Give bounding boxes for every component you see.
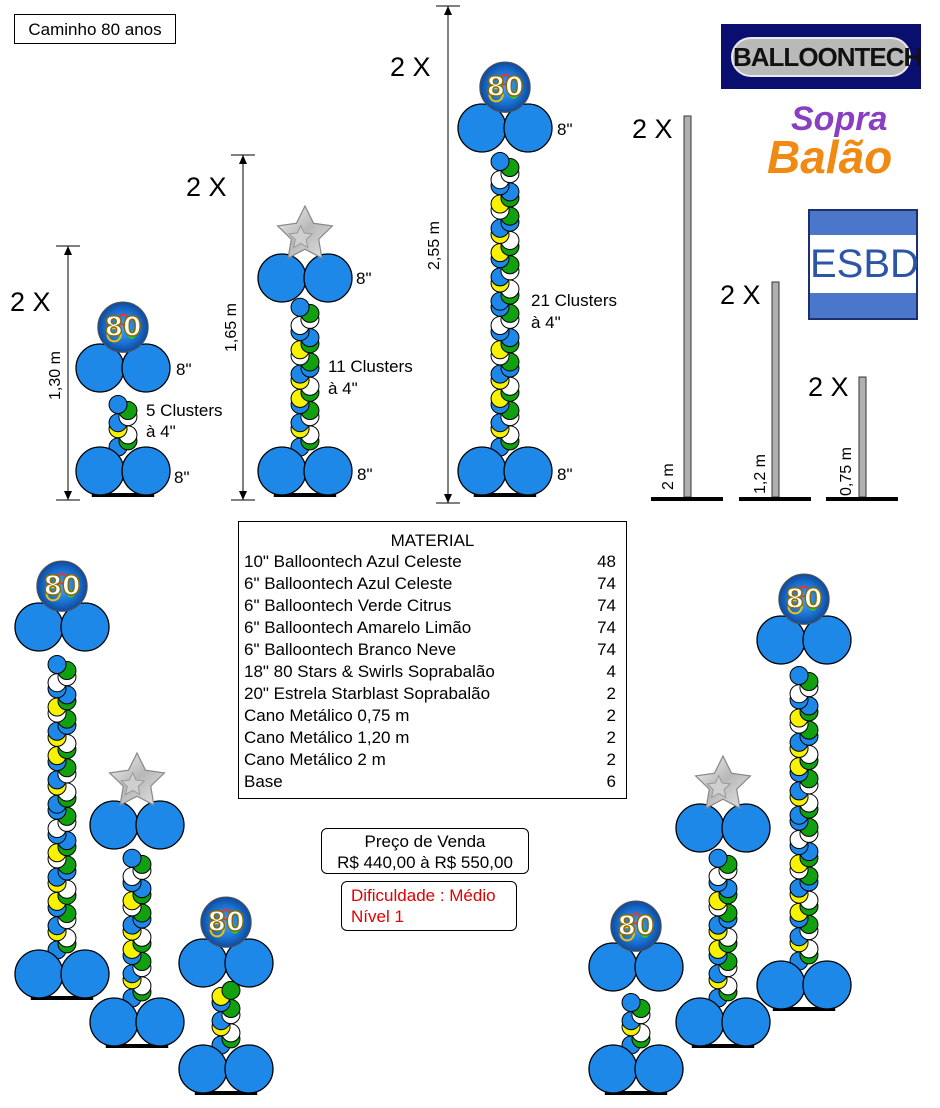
material-name: 10" Balloontech Azul Celeste bbox=[244, 552, 462, 571]
large-balloon bbox=[458, 447, 506, 495]
difficulty-level: Nível 1 bbox=[351, 907, 404, 926]
cluster-count-column-3: 21 Clusters bbox=[531, 291, 617, 310]
material-qty: 2 bbox=[606, 750, 616, 769]
material-name: 6" Balloontech Azul Celeste bbox=[244, 574, 453, 593]
star-foil-balloon bbox=[278, 206, 333, 258]
material-row bbox=[239, 595, 626, 617]
esbd-logo-text: ESBD bbox=[810, 235, 916, 293]
esbd-logo bbox=[808, 209, 918, 320]
large-balloon bbox=[635, 1045, 683, 1093]
large-balloon bbox=[90, 998, 138, 1046]
large-balloon bbox=[304, 447, 352, 495]
page-title: Caminho 80 anos bbox=[14, 14, 176, 44]
soprabalao-logo bbox=[765, 100, 915, 182]
small-balloon bbox=[48, 655, 66, 673]
multiplier-column-3: 2 X bbox=[390, 52, 431, 82]
material-name: Cano Metálico 0,75 m bbox=[244, 706, 410, 725]
small-balloon bbox=[709, 849, 727, 867]
material-name: Base bbox=[244, 772, 283, 791]
foil-number-text: 80 bbox=[486, 71, 524, 103]
material-qty: 74 bbox=[597, 574, 616, 593]
large-balloon bbox=[136, 998, 184, 1046]
metal-pole bbox=[684, 116, 691, 497]
material-row bbox=[239, 551, 626, 573]
cluster-size-column-3: à 4" bbox=[531, 313, 561, 332]
cluster-count-column-2: 11 Clusters bbox=[328, 357, 413, 376]
left-tall-column bbox=[15, 561, 109, 1000]
column-2-medium bbox=[258, 206, 352, 497]
balloontech-logo-text: BALLOONTECH bbox=[731, 37, 911, 77]
large-balloon bbox=[304, 254, 352, 302]
cluster-size-column-2: à 4" bbox=[328, 379, 358, 398]
large-balloon bbox=[90, 801, 138, 849]
arrow-head bbox=[444, 6, 452, 15]
star-foil-balloon bbox=[696, 756, 751, 808]
pole-base bbox=[826, 497, 898, 501]
large-balloon bbox=[258, 254, 306, 302]
size-label-top-column-3: 8" bbox=[557, 120, 573, 139]
arrow-head bbox=[239, 491, 247, 500]
foil-number-text: 80 bbox=[207, 906, 245, 938]
material-qty: 74 bbox=[597, 618, 616, 637]
material-row bbox=[239, 661, 626, 683]
multiplier-pole-2m: 2 X bbox=[632, 114, 673, 144]
pole-1-2m bbox=[739, 282, 811, 501]
price-value: R$ 440,00 à R$ 550,00 bbox=[337, 853, 513, 872]
arrow-head bbox=[239, 155, 247, 164]
arrow-head bbox=[64, 491, 72, 500]
height-label-pole-2m: 2 m bbox=[660, 463, 677, 490]
material-row bbox=[239, 617, 626, 639]
material-row bbox=[239, 573, 626, 595]
material-rows bbox=[239, 551, 626, 793]
material-name: Cano Metálico 1,20 m bbox=[244, 728, 410, 747]
metal-pole bbox=[772, 282, 779, 497]
material-qty: 6 bbox=[606, 772, 616, 791]
small-balloon bbox=[109, 395, 127, 413]
large-balloon bbox=[122, 447, 170, 495]
height-label-column-2: 1,65 m bbox=[223, 303, 240, 352]
small-balloon bbox=[123, 849, 141, 867]
material-row bbox=[239, 749, 626, 771]
size-label-base-column-3: 8" bbox=[557, 465, 573, 484]
foil-number-text: 80 bbox=[785, 583, 823, 615]
right-medium-column bbox=[676, 756, 770, 1048]
multiplier-column-1: 2 X bbox=[10, 287, 51, 317]
material-row bbox=[239, 771, 626, 793]
multiplier-column-2: 2 X bbox=[186, 172, 227, 202]
balloontech-logo bbox=[721, 24, 921, 89]
size-label-base-column-1: 8" bbox=[174, 468, 190, 487]
cluster-count-column-1: 5 Clusters bbox=[146, 401, 223, 420]
small-balloon bbox=[291, 298, 309, 316]
right-small-column bbox=[589, 901, 683, 1095]
large-balloon bbox=[722, 998, 770, 1046]
column-3-tall bbox=[458, 62, 552, 497]
material-name: Cano Metálico 2 m bbox=[244, 750, 386, 769]
soprabalao-logo-line2: Balão bbox=[767, 131, 893, 183]
left-small-column bbox=[179, 897, 273, 1095]
right-tall-column bbox=[757, 574, 851, 1011]
small-balloon bbox=[790, 666, 808, 684]
pole-2m bbox=[651, 116, 723, 501]
material-name: 20" Estrela Starblast Soprabalão bbox=[244, 684, 491, 703]
small-balloon bbox=[491, 152, 509, 170]
large-balloon bbox=[225, 1045, 273, 1093]
foil-number-text: 80 bbox=[104, 311, 142, 343]
size-label-base-column-2: 8" bbox=[357, 465, 373, 484]
large-balloon bbox=[258, 447, 306, 495]
material-qty: 74 bbox=[597, 640, 616, 659]
material-qty: 2 bbox=[606, 684, 616, 703]
material-name: 18" 80 Stars & Swirls Soprabalão bbox=[244, 662, 495, 681]
material-name: 6" Balloontech Branco Neve bbox=[244, 640, 457, 659]
material-heading: MATERIAL bbox=[390, 531, 475, 550]
pole-base bbox=[739, 497, 811, 501]
material-row bbox=[239, 639, 626, 661]
star-foil-balloon bbox=[110, 753, 165, 805]
material-qty: 48 bbox=[597, 552, 616, 571]
arrow-head bbox=[64, 246, 72, 255]
height-label-column-1: 1,30 m bbox=[47, 351, 64, 400]
material-row bbox=[239, 683, 626, 705]
foil-number-text: 80 bbox=[617, 910, 655, 942]
material-qty: 74 bbox=[597, 596, 616, 615]
material-list bbox=[238, 521, 627, 799]
large-balloon bbox=[61, 950, 109, 998]
large-balloon bbox=[722, 804, 770, 852]
price-box bbox=[321, 828, 529, 874]
large-balloon bbox=[757, 961, 805, 1009]
multiplier-pole-1-2m: 2 X bbox=[720, 280, 761, 310]
multiplier-pole-0-75m: 2 X bbox=[808, 372, 849, 402]
pole-base bbox=[651, 497, 723, 501]
material-row bbox=[239, 705, 626, 727]
soprabalao-logo-line1: Sopra bbox=[791, 100, 888, 138]
large-balloon bbox=[136, 801, 184, 849]
metal-pole bbox=[859, 377, 866, 497]
large-balloon bbox=[589, 1045, 637, 1093]
material-qty: 4 bbox=[606, 662, 616, 681]
material-row bbox=[239, 727, 626, 749]
large-balloon bbox=[504, 447, 552, 495]
material-name: 6" Balloontech Verde Citrus bbox=[244, 596, 452, 615]
price-label: Preço de Venda bbox=[364, 832, 486, 851]
cluster-size-column-1: à 4" bbox=[146, 422, 176, 441]
large-balloon bbox=[676, 804, 724, 852]
large-balloon bbox=[179, 1045, 227, 1093]
arrow-head bbox=[444, 494, 452, 503]
large-balloon bbox=[76, 447, 124, 495]
small-balloon bbox=[622, 993, 640, 1011]
large-balloon bbox=[15, 950, 63, 998]
large-balloon bbox=[676, 998, 724, 1046]
foil-number-text: 80 bbox=[43, 570, 81, 602]
size-label-top-column-1: 8" bbox=[176, 360, 192, 379]
height-label-pole-1-2m: 1,2 m bbox=[752, 453, 769, 494]
difficulty-box bbox=[341, 881, 517, 931]
height-label-pole-0-75m: 0,75 m bbox=[838, 447, 855, 496]
difficulty-text: Dificuldade : Médio bbox=[351, 886, 496, 905]
large-balloon bbox=[803, 961, 851, 1009]
height-label-column-3: 2,55 m bbox=[426, 221, 443, 270]
left-medium-column bbox=[90, 753, 184, 1048]
size-label-top-column-2: 8" bbox=[356, 269, 372, 288]
material-qty: 2 bbox=[606, 706, 616, 725]
material-name: 6" Balloontech Amarelo Limão bbox=[244, 618, 472, 637]
material-qty: 2 bbox=[606, 728, 616, 747]
